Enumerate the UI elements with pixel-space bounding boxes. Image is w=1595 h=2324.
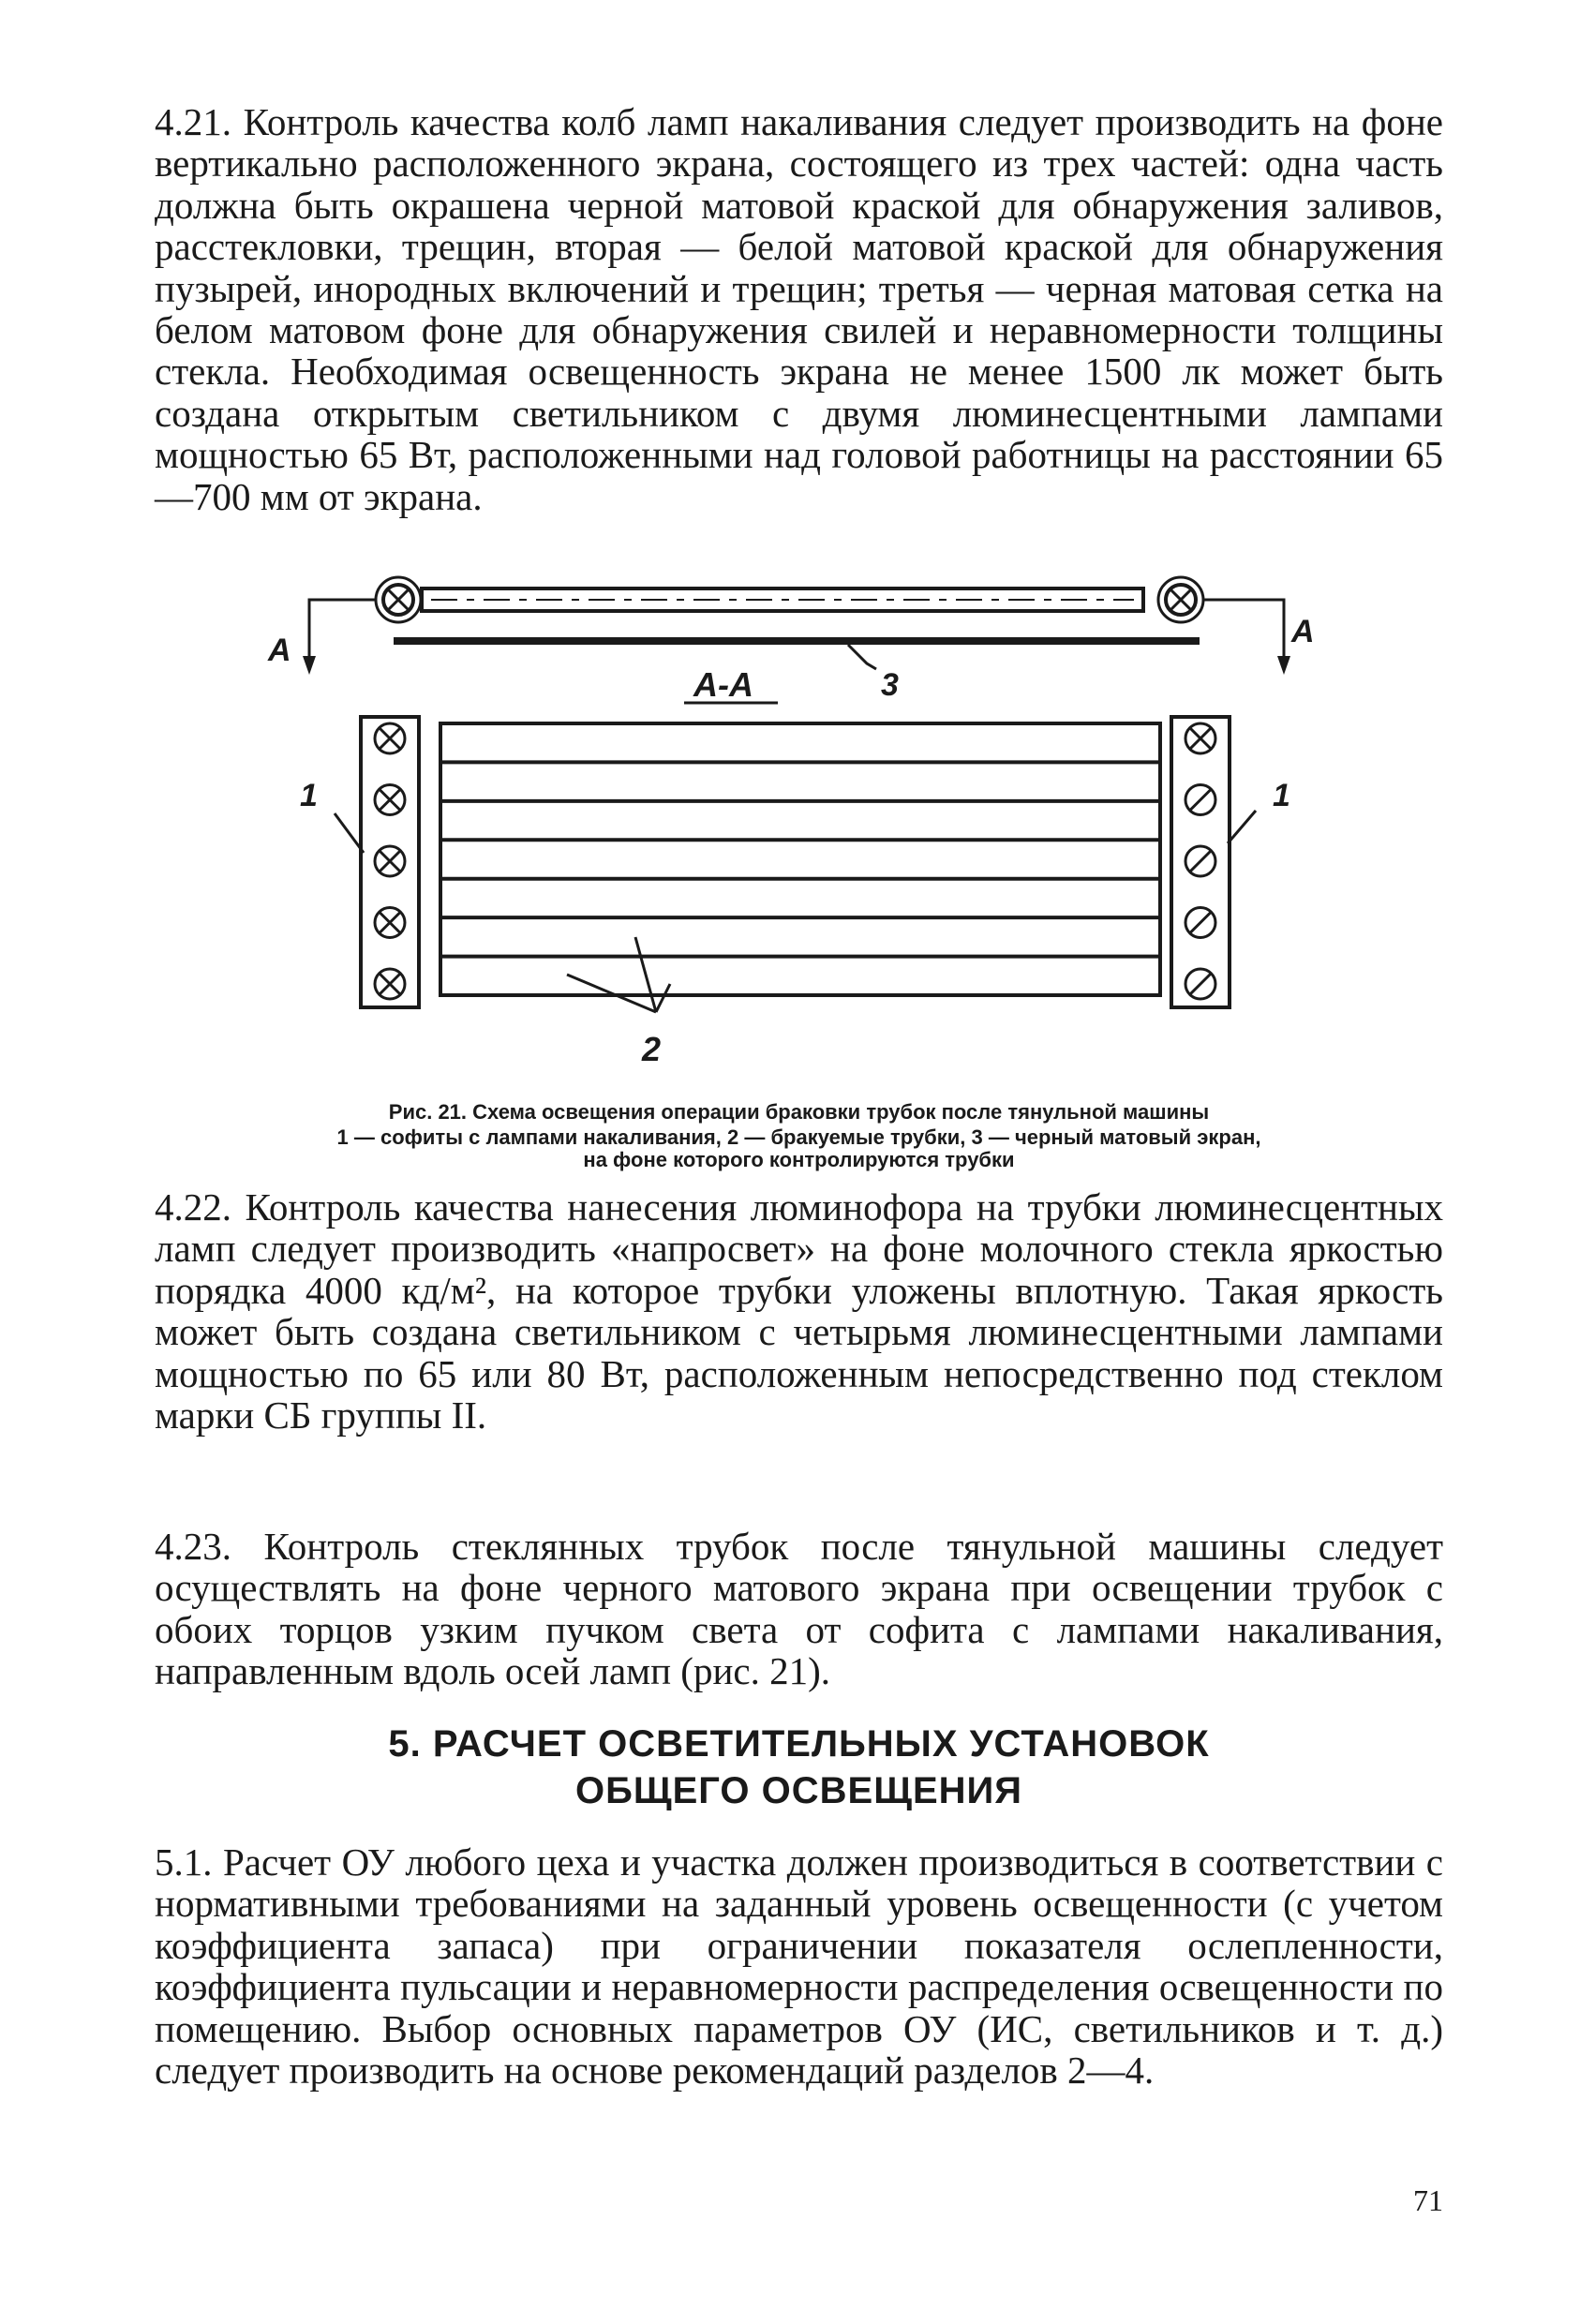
lamps-right (1185, 723, 1215, 999)
lamp-crossed-icon (375, 908, 405, 938)
lamp-crossed-icon (375, 723, 405, 753)
label-1-right: 1 (1273, 778, 1290, 813)
figure-caption-legend (216, 1126, 1382, 1171)
lamp-crossed-icon (375, 846, 405, 876)
label-section-aa: А-А (693, 665, 753, 704)
lamp-crossed-icon (1185, 723, 1215, 753)
lamp-slashed-icon (1185, 908, 1215, 938)
label-section-left: A (268, 633, 291, 668)
figure-caption-title: Рис. 21. Схема освещения операции браковки трубок после тянульной машины (388, 1100, 1210, 1124)
lamp-slashed-icon (1185, 846, 1215, 876)
top-luminaire (376, 577, 1203, 622)
lamp-crossed-icon (375, 785, 405, 815)
lamps-left (375, 723, 405, 999)
caption-legend-line-1: 1 — софиты с лампами накаливания, 2 — бракуемые трубки, 3 — черный матовый экран, (336, 1125, 1261, 1149)
section-line-left (309, 600, 376, 618)
figure-21-diagram (244, 572, 1349, 1096)
tubes-stack (440, 723, 1160, 995)
paragraph-4-21: 4.21. Контроль качества колб ламп накаливания следует производить на фоне вертикально расположенного экрана, состоящего из трех частей: одна часть должна быть окрашена черной матовой краской для обнаружения заливов, расстекловки, трещин, вторая — белой матовой краской для обнаружения пузырей, инородных включений и трещин; третья — черная матовая сетка на белом матовом фоне для обнаружения свилей и неравномерности толщины стекла. Необходимая освещенность экрана не менее 1500 лк может быть создана открытым светильником с двумя люминесцентными лампами мощностью 65 Вт, расположенными над головой работницы на расстоянии 65—700 мм от экрана. (155, 100, 1443, 518)
label-2: 2 (642, 1030, 662, 1068)
label-1-left: 1 (300, 778, 318, 813)
tubes (440, 762, 1160, 956)
lamp-slashed-icon (1185, 785, 1215, 815)
section-heading (155, 1721, 1443, 1814)
black-screen (394, 637, 1200, 645)
label-section-right: A (1291, 614, 1315, 649)
lamp-slashed-icon (1185, 969, 1215, 999)
section-heading-line-1: 5. РАСЧЕТ ОСВЕТИТЕЛЬНЫХ УСТАНОВОК (388, 1723, 1210, 1765)
section-heading-line-2: ОБЩЕГО ОСВЕЩЕНИЯ (574, 1770, 1023, 1811)
paragraph-4-23: 4.23. Контроль стеклянных трубок после тянульной машины следует осуществлять на фоне черного матового экрана при освещении трубок с обоих торцов узким пучком света от софита с лампами накаливания, направленным вдоль осей ламп (рис. 21). (155, 1525, 1443, 1693)
paragraph-4-22: 4.22. Контроль качества нанесения люминофора на трубки люминесцентных ламп следует производить «напросвет» на фоне молочного стекла яркостью порядка 4000 кд/м², на которое трубки уложены вплотную. Такая яркость может быть создана светильником с четырьмя люминесцентными лампами мощностью по 65 или 80 Вт, расположенным непосредственно под стеклом марки СБ группы II. (155, 1185, 1443, 1438)
paragraph-5-1: 5.1. Расчет ОУ любого цеха и участка должен производиться в соответствии с нормативными требованиями на заданный уровень освещенности (с учетом коэффициента запаса) при ограничении показателя ослепленности, коэффициента пульсации и неравномерности распределения освещенности по помещению. Выбор основных параметров ОУ (ИС, светильников и т. д.) следует производить на основе рекомендаций разделов 2—4. (155, 1840, 1443, 2093)
caption-legend-line-2: на фоне которого контролируются трубки (583, 1148, 1015, 1171)
section-line-right (1203, 600, 1284, 618)
lamp-crossed-icon (375, 969, 405, 999)
page-number: 71 (1413, 2183, 1443, 2217)
label-3: 3 (881, 667, 899, 703)
